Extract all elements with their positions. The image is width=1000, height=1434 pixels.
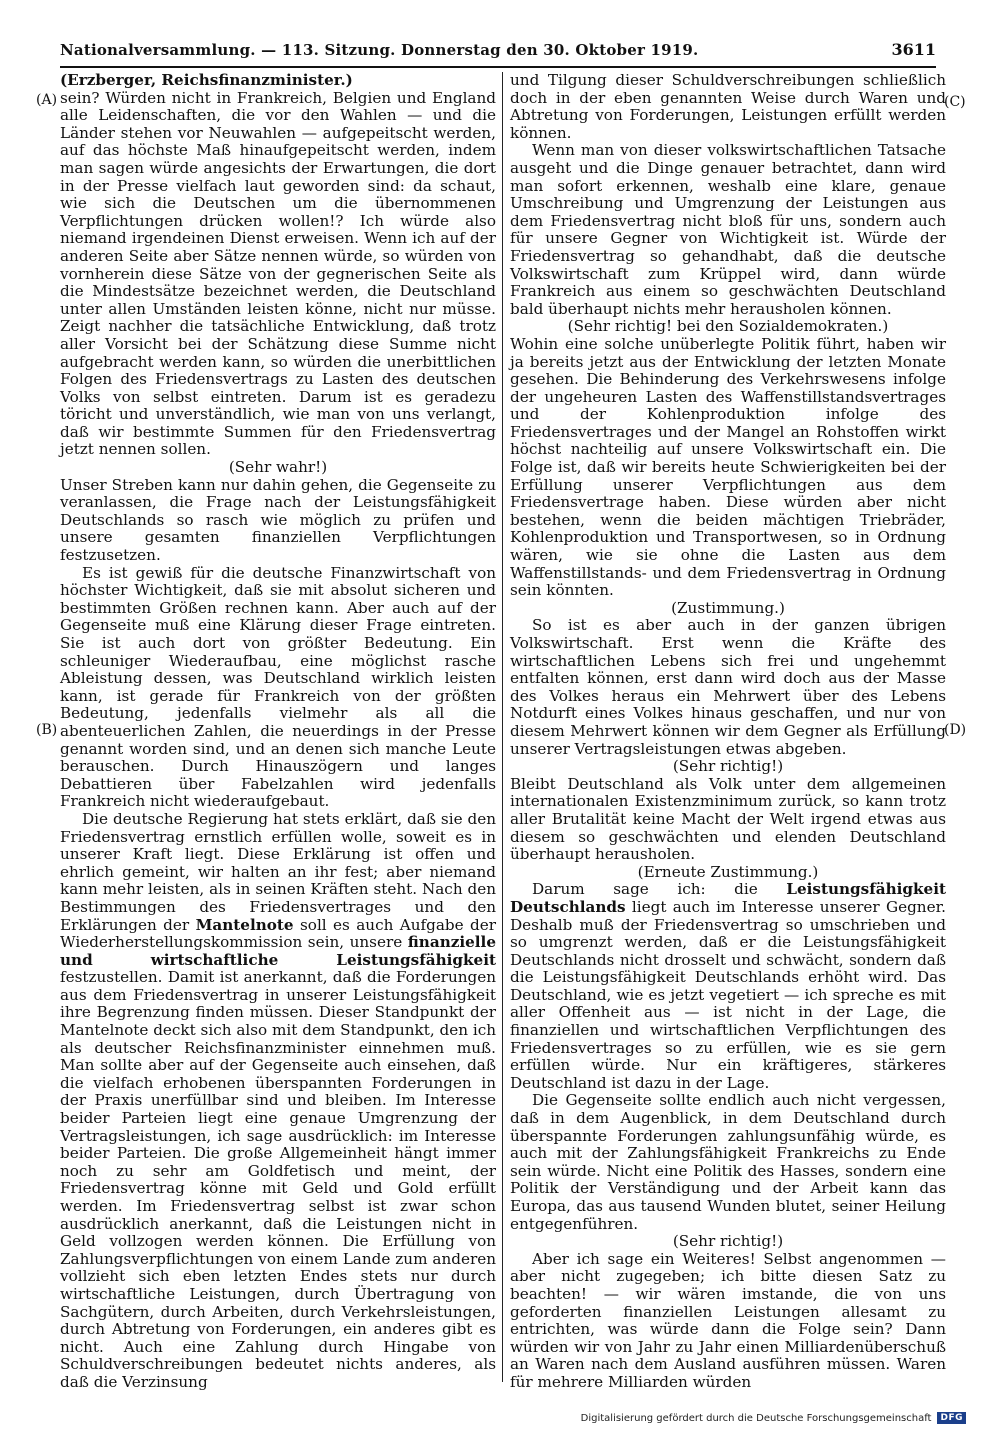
paragraph — [60, 811, 496, 1392]
paragraph: Es ist gewiß für die deutsche Finanzwirtschaft von höchster Wichtigkeit, daß sie mit absolut sicheren und bestimmten Größen rechnen kann. Aber auch auf der Gegenseite muß eine Klärung dieser Frage eintreten. Sie ist auch dort von größter Bedeutung. Ein schleuniger Wiederaufbau, eine möglichst rasche Ableistung dessen, was Deutschland wirklich leisten kann, ist gerade für Frankreich von der größten Bedeutung, jedenfalls vielmehr als all die abenteuerlichen Zahlen, die neuerdings in der Presse genannt worden sind, und an denen sich manche Leute berauschen. Durch Hinauszögern und langes Debattieren über Fabelzahlen wird jedenfalls Frankreich nicht wiederaufgebaut. — [60, 563, 496, 811]
margin-marker-a: (A) — [36, 92, 58, 108]
paragraph: Wenn man von dieser volkswirtschaftlichen Tatsache ausgeht und die Dinge genauer betrachtet, dann wird man sofort erkennen, weshalb eine klare, genaue Umschreibung und Umgrenzung der Leistungen aus dem Friedensvertrag nicht bloß für uns, sondern auch für unsere Gegner von Wichtigkeit ist. Würde der Friedensvertrag so gehandhabt, daß die deutsche Volkswirtschaft zum Krüppel wird, dann würde Frankreich aus einem so geschwächten Deutschland bald überhaupt nichts mehr herausholen können. — [510, 141, 946, 318]
paragraph: Wohin eine solche unüberlegte Politik führt, haben wir ja bereits jetzt aus der Entwicklung der letzten Monate gesehen. Die Behinderung des Verkehrswesens infolge der ungeheuren Lasten des Waffenstillstandsvertrages und der Kohlenproduktion infolge des Friedensvertrages und der Mangel an Rohstoffen wirkt höchst nachteilig auf unsere Volkswirtschaft ein. Die Folge ist, daß wir bereits heute Schwierigkeiten bei der Erfüllung unserer Verpflichtungen aus dem Friedensvertrage haben. Diese würden aber nicht bestehen, wenn die beiden mächtigen Triebräder, Kohlenproduktion und Transportwesen, so in Ordnung wären, wie sie ohne die Lasten aus dem Waffenstillstands- und dem Friedensvertrag in Ordnung sein könnten. — [510, 334, 946, 600]
margin-marker-d: (D) — [944, 722, 967, 738]
page-footer — [581, 1412, 966, 1424]
interjection: (Sehr richtig!) — [672, 1232, 784, 1251]
page-header — [60, 40, 936, 64]
emphasis-leistungsfaehigkeit: finanzielle und wirtschaftliche Leistungsfähigkeit — [60, 933, 496, 969]
margin-marker-c: (C) — [944, 94, 966, 110]
text-run: soll es auch Aufgabe der Wiederherstellungskommission sein, unsere — [60, 915, 497, 952]
text-run: Die deutsche Regierung hat stets erklärt, daß sie den Friedensvertrag ernstlich erfüllen wolle, soweit es in unserer Kraft liegt. Diese Erklärung ist offen und ehrlich gemeint, wir halten an ihr fest; aber niemand kann mehr leisten, als in seinen Kräften steht. Nach den Bestimmungen des Friedensvertrages und den Erklärungen der — [60, 809, 496, 934]
speaker-label: (Erzberger, Reichsfinanzminister.) — [60, 71, 353, 89]
interjection: (Sehr richtig!) — [672, 757, 784, 776]
text-run: liegt auch im Interesse unserer Gegner. Deshalb muß der Friedensvertrag so umschrieben und so umgrenzt werden, daß er die Leistungsfähigkeit Deutschlands nicht drosselt und schwächt, sondern daß die Leistungsfähigkeit Deutschlands erhöht wird. Das Deutschland, wie es jetzt vegetiert — ich spreche es mit aller Offenheit aus — ist nicht in der Lage, die finanziellen und wirtschaftlichen Verpflichtungen des Friedensvertrages so zu erfüllen, wie es sie gern erfüllen würde. Nur ein kräftigeres, stärkeres Deutschland ist dazu in der Lage. — [510, 897, 946, 1092]
right-column — [510, 72, 946, 1392]
interjection: (Erneute Zustimmung.) — [637, 862, 819, 881]
dfg-logo: DFG — [937, 1412, 966, 1424]
text-run: Darum sage ich: die — [532, 880, 758, 899]
paragraph: und Tilgung dieser Schuldverschreibungen schließlich doch in der eben genannten Weise durch Waren und Abtretung von Forderungen, Leistungen erfüllt werden können. — [510, 71, 946, 142]
interjection: (Sehr wahr!) — [228, 458, 328, 477]
text-run: festzustellen. Damit ist anerkannt, daß die Forderungen aus dem Friedensvertrag in unserer Leistungsfähigkeit ihre Begrenzung finden müssen. Dieser Standpunkt der Mantelnote deckt sich also mit dem Standpunkt, den ich als deutscher Reichsfinanzminister einnehmen muß. Man sollte aber auf der Gegenseite auch einsehen, daß die vielfach erhobenen überspannten Forderungen in der Praxis unerfüllbar sind und bleiben. Im Interesse beider Parteien liegt eine genaue Umgrenzung der Vertragsleistungen, ich sage ausdrücklich: im Interesse beider Parteien. Die große Allgemeinheit hängt immer noch zu sehr am Goldfetisch und meint, der Friedensvertrag könne mit Geld und Gold erfüllt werden. Im Friedensvertrag selbst ist zwar schon ausdrücklich anerkannt, daß die Leistungen nicht in Geld vollzogen werden können. Die Erfüllung von Zahlungsverpflichtungen von einem Lande zum anderen vollzieht sich eben letzten Endes stets nur durch wirtschaftliche Leistungen, durch Übertragung von Sachgütern, durch Arbeiten, durch Verkehrsleistungen, durch Abtretung von Forderungen, ein anderes gibt es nicht. Auch eine Zahlung durch Hingabe von Schuldverschreibungen bedeutet nichts anderes, als daß die Verzinsung — [60, 968, 496, 1391]
running-title: Nationalversammlung. — 113. Sitzung. Donnerstag den 30. Oktober 1919. — [60, 41, 699, 59]
page-number: 3611 — [891, 40, 936, 59]
column-divider — [502, 72, 503, 1382]
paragraph: Bleibt Deutschland als Volk unter dem allgemeinen internationalen Existenzminimum zurück, so kann trotz aller Brutalität keine Macht der Welt irgend etwas aus diesem so geschwächten und elenden Deutschland überhaupt herausholen. — [510, 774, 946, 864]
header-rule — [60, 66, 936, 68]
interjection: (Sehr richtig! bei den Sozialdemokraten.) — [567, 317, 889, 336]
paragraph — [510, 881, 946, 1092]
left-column — [60, 72, 496, 1392]
paragraph: Die Gegenseite sollte endlich auch nicht vergessen, daß in dem Augenblick, in dem Deutschland durch überspannte Forderungen zahlungsunfähig würde, es auch mit der Zahlungsfähigkeit Frankreichs zu Ende sein würde. Nicht eine Politik des Hasses, sondern eine Politik der Verständigung und der Arbeit kann das Europa, das aus tausend Wunden blutet, seiner Heilung entgegenführen. — [510, 1091, 946, 1233]
paragraph: So ist es aber auch in der ganzen übrigen Volkswirtschaft. Erst wenn die Kräfte des wirtschaftlichen Lebens sich frei und ungehemmt entfalten können, erst dann wird doch aus der Masse des Volkes heraus ein Mehrwert über des Lebens Notdurft eines Volkes hinaus geschaffen, und nur von diesem Mehrwert können wir dem Gegner als Erfüllung unserer Vertragsleistungen etwas abgeben. — [510, 616, 946, 758]
paragraph: Aber ich sage ein Weiteres! Selbst angenommen — aber nicht zugegeben; ich bitte diesen Satz zu beachten! — wir wären imstande, die von uns geforderten finanziellen Leistungen allesamt zu entrichten, was würde dann die Folge sein? Dann würden wir von Jahr zu Jahr einen Milliardenüberschuß an Waren nach dem Ausland ausführen müssen. Waren für mehrere Milliarden würden — [510, 1249, 946, 1391]
funding-note: Digitalisierung gefördert durch die Deutsche Forschungsgemeinschaft — [580, 1412, 932, 1424]
emphasis-leistungsfaehigkeit-deutschlands: Leistungsfähigkeit Deutschlands — [510, 880, 947, 916]
interjection: (Zustimmung.) — [671, 598, 785, 617]
emphasis-mantelnote: Mantelnote — [195, 915, 294, 934]
margin-marker-b: (B) — [36, 722, 58, 738]
paragraph: sein? Würden nicht in Frankreich, Belgien und England alle Leidenschaften, die vor den Wahlen — und die Länder stehen vor Neuwahlen — aufgepeitscht werden, auf das höchste Maß hinaufgepeitscht werden, indem man sagen würde angesichts der Erwartungen, die dort in der Presse vielfach laut geworden sind: da schaut, wie sich die Deutschen um die übernommenen Verpflichtungen drücken wollen!? Ich würde also niemand irgendeinen Dienst erweisen. Wenn ich auf der anderen Seite aber Sätze nennen würde, so würden von vornherein diese Sätze von der gegnerischen Seite als die Mindestsätze bezeichnet werden, die Deutschland unter allen Umständen leisten könne, nicht nur müsse. Zeigt nachher die tatsächliche Entwicklung, daß trotz aller Vorsicht bei der Schätzung diese Summe nicht aufgebracht werden kann, so würden die unerbittlichen Folgen des Friedensvertrags zu Lasten des deutschen Volks von selbst eintreten. Darum ist es geradezu töricht und unverständlich, wie man von uns verlangt, daß wir bestimmte Summen für den Friedensvertrag jetzt nennen sollen. — [60, 88, 496, 459]
paragraph: Unser Streben kann nur dahin gehen, die Gegenseite zu veranlassen, die Frage nach der Leistungsfähigkeit Deutschlands so rasch wie möglich zu prüfen und unsere gesamten finanziellen Verpflichtungen festzusetzen. — [60, 475, 496, 565]
